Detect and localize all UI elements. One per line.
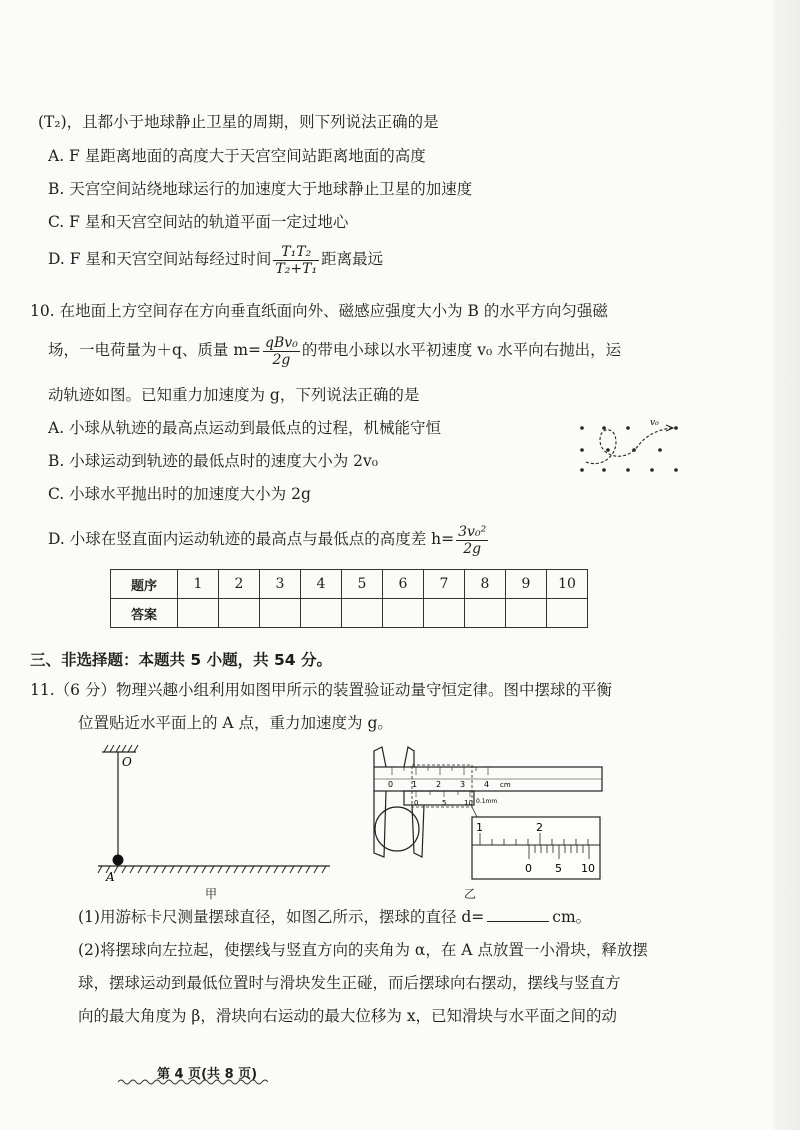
q11-line-1: 11.（6 分）物理兴趣小组利用如图甲所示的装置验证动量守恒定律。图中摆球的平衡 [30,681,612,699]
q9-option-c: C. F 星和天宫空间站的轨道平面一定过地心 [48,213,349,231]
caliper-scale-2: 2 [436,780,442,789]
q9-option-d-prefix: D. F 星和天宫空间站每经过时间 [48,250,272,268]
zoom-vernier-5: 5 [555,862,562,875]
answer-cell[interactable] [383,599,424,628]
answer-table-number: 3 [260,570,301,599]
answer-table-number: 1 [178,570,219,599]
footer-wave-line [118,1078,268,1086]
answer-table-number: 10 [547,570,588,599]
answer-table [110,569,588,628]
answer-table-number: 6 [383,570,424,599]
caliper-scale-0: 0 [388,780,394,789]
q10-height-numerator: 3v₀² [458,523,487,540]
answer-cell[interactable] [506,599,547,628]
answer-table-answer-row [111,599,588,628]
caliper-scale-4: 4 [484,780,490,789]
q10-mass-numerator: qBv₀ [265,334,298,351]
answer-table-number: 8 [465,570,506,599]
answer-table-number: 4 [301,570,342,599]
answer-table-number: 7 [424,570,465,599]
answer-cell[interactable] [219,599,260,628]
q10-mass-fraction [263,335,300,368]
answer-table-question-head: 题序 [111,570,178,599]
answer-cell[interactable] [178,599,219,628]
q11-part-2-line-2: 球，摆球运动到最低位置时与滑块发生正碰，而后摆球向右摆动，摆线与竖直方 [78,974,621,992]
q9-option-d [48,242,383,277]
answer-table-header-row [111,570,588,599]
zoom-vernier-10: 10 [581,862,595,875]
q9-option-b: B. 天宫空间站绕地球运行的加速度大于地球静止卫星的加速度 [48,180,473,198]
q10-option-c: C. 小球水平抛出时的加速度大小为 2g [48,485,311,503]
pendulum-pivot-label: O [122,755,132,769]
answer-cell[interactable] [465,599,506,628]
q11-part-1-suffix: cm。 [552,908,592,926]
answer-table-number: 2 [219,570,260,599]
q10-line-2-suffix: 的带电小球以水平初速度 v₀ 水平向右抛出，运 [301,341,622,359]
answer-table-number: 5 [342,570,383,599]
zoom-main-2: 2 [536,821,543,834]
q10-option-d [48,520,490,558]
zoom-main-1: 1 [476,821,483,834]
q9-period-fraction [273,244,319,277]
page-binding-edge [774,0,800,1130]
q10-line-2 [48,332,621,368]
q11-line-2: 位置贴近水平面上的 A 点，重力加速度为 g。 [78,714,393,732]
q10-line-1: 10. 在地面上方空间存在方向垂直纸面向外、磁感应强度大小为 B 的水平方向匀强磁 [30,302,608,320]
caliper-scale-3: 3 [460,780,466,789]
answer-cell[interactable] [547,599,588,628]
q11-caliper-figure [352,745,608,885]
q10-option-d-prefix: D. 小球在竖直面内运动轨迹的最高点与最低点的高度差 h= [48,530,455,548]
q9-fraction-numerator: T₁T₂ [273,244,319,261]
caliper-scale-1: 1 [412,780,418,789]
q11-part-1 [78,907,591,927]
q10-line-3: 动轨迹如图。已知重力加速度为 g，下列说法正确的是 [48,386,420,404]
vernier-scale-0: 0 [414,799,419,807]
point-a-label: A [106,870,115,882]
caliper-scale-unit: cm [500,781,511,789]
zoom-vernier-0: 0 [525,862,532,875]
q10-mass-denominator: 2g [272,351,291,368]
page-footer: 第 4 页(共 8 页) [157,1067,258,1082]
figure-jia-caption: 甲 [205,887,218,901]
vernier-unit: 0.1mm [476,798,498,805]
answer-cell[interactable] [342,599,383,628]
q9-option-d-suffix: 距离最远 [321,250,384,268]
q10-height-denominator: 2g [463,540,482,557]
q10-trajectory-figure [572,416,682,478]
answer-cell[interactable] [260,599,301,628]
q9-stem-tail: (T₂)，且都小于地球静止卫星的周期，则下列说法正确的是 [38,113,439,131]
q10-option-b: B. 小球运动到轨迹的最低点时的速度大小为 2v₀ [48,452,379,470]
q10-velocity-label: v₀ [650,418,659,428]
q10-line-2-prefix: 场，一电荷量为＋q、质量 m= [48,341,262,359]
q11-part-2-line-3: 向的最大角度为 β，滑块向右运动的最大位移为 x，已知滑块与水平面之间的动 [78,1007,618,1025]
q10-option-a: A. 小球从轨迹的最高点运动到最低点的过程，机械能守恒 [48,419,442,437]
answer-cell[interactable] [424,599,465,628]
q9-option-a: A. F 星距离地面的高度大于天宫空间站距离地面的高度 [48,147,426,165]
answer-cell[interactable] [301,599,342,628]
answer-table-answer-head: 答案 [111,599,178,628]
q11-pendulum-figure [90,742,335,882]
q9-fraction-denominator: T₂+T₁ [275,260,318,277]
section-3-heading: 三、非选择题：本题共 5 小题，共 54 分。 [30,651,332,669]
answer-table-number: 9 [506,570,547,599]
q11-part-1-prefix: (1)用游标卡尺测量摆球直径，如图乙所示，摆球的直径 d= [78,908,485,926]
vernier-scale-10: 10 [464,799,473,807]
vernier-scale-5: 5 [442,799,447,807]
q10-height-fraction [456,524,488,557]
q11-part-2-line-1: (2)将摆球向左拉起，使摆线与竖直方向的夹角为 α，在 A 点放置一小滑块，释放摆 [78,941,648,959]
figure-yi-caption: 乙 [464,887,477,901]
diameter-answer-blank[interactable] [487,907,549,922]
